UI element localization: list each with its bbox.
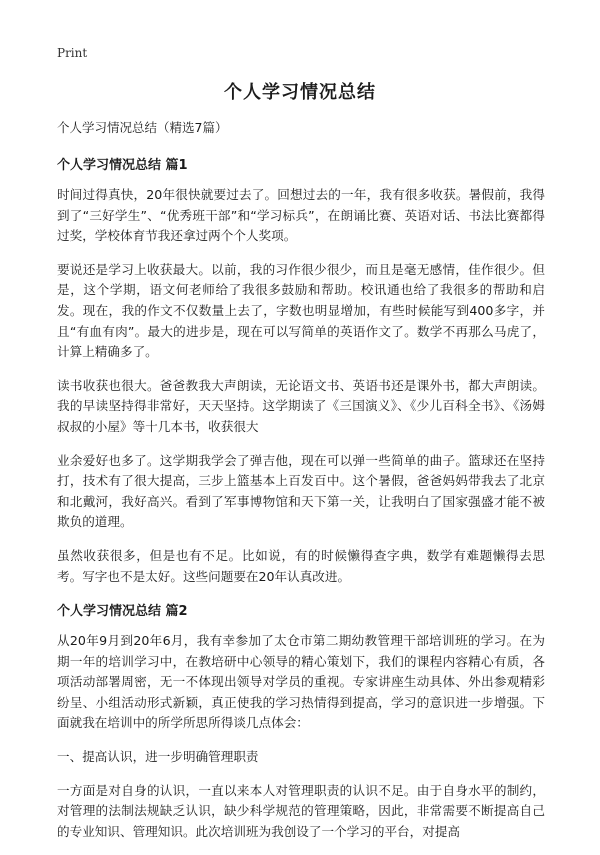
paragraph: 从20年9月到20年6月，我有幸参加了太仓市第二期幼教管理干部培训班的学习。在为期一年的培训学习中，在教培研中心领导的精心策划下，我们的课程内容精心有质，各项活动部署周密，无一不体现出领导对学员的重视。专家讲座生动具体、外出参观精彩纷呈、小组活动形式新颖，真正使我的学习热情得到提高，学习的意识进一步增强。下面就我在培训中的所学所思所得谈几点体会： [57,633,545,731]
paragraph: 虽然收获很多，但是也有不足。比如说，有的时候懒得查字典，数学有难题懒得去思考。写字也不是太好。这些问题要在20年认真改进。 [57,547,545,584]
section-heading: 个人学习情况总结 篇2 [57,604,188,620]
document-body [57,118,545,855]
section-2 [57,600,545,842]
paragraph: 时间过得真快，20年很快就要过去了。回想过去的一年，我有很多收获。暑假前，我得到了“三好学生”、“优秀班干部”和“学习标兵”，在朗诵比赛、英语对话、书法比赛都得过奖，学校体育节我还拿过两个个人奖项。 [57,187,545,244]
page-title: 个人学习情况总结 [224,82,376,103]
section-heading: 个人学习情况总结 篇1 [57,158,188,173]
paragraph: 一方面是对自身的认识，一直以来本人对管理职责的认识不足。由于自身水平的制约，对管理的法制法规缺乏认识，缺少科学规范的管理策略，因此，非常需要不断提高自己的专业知识、管理知识。此次培训班为我创设了一个学习的平台，对提高 [57,782,545,839]
print-label[interactable]: Print [57,46,88,60]
section-1 [57,154,545,587]
document-subtitle: 个人学习情况总结（精选7篇） [57,120,228,135]
paragraph: 一、提高认识，进一步明确管理职责 [57,749,259,765]
paragraph: 业余爱好也多了。这学期我学会了弹吉他，现在可以弹一些简单的曲子。篮球还在坚持打，技术有了很大提高，三步上篮基本上百发百中。这个暑假，爸爸妈妈带我去了北京和北戴河，我好高兴。看到了军事博物馆和天下第一关，让我明白了国家强盛才能不被欺负的道理。 [57,452,545,530]
paragraph: 读书收获也很大。爸爸教我大声朗读，无论语文书、英语书还是课外书，都大声朗读。我的早读坚持得非常好，天天坚持。这学期读了《三国演义》、《少儿百科全书》、《汤姆叔叔的小屋》等十几本书，收获很大 [57,377,545,434]
paragraph: 要说还是学习上收获最大。以前，我的习作很少很少，而且是毫无感情，佳作很少。但是，这个学期，语文何老师给了我很多鼓励和帮助。校讯通也给了我很多的帮助和启发。现在，我的作文不仅数量上去了，字数也明显增加，有些时候能写到400多字，并且“有血有肉”。最大的进步是，现在可以写简单的英语作文了。数学不再那么马虎了，计算上精确多了。 [57,261,545,360]
